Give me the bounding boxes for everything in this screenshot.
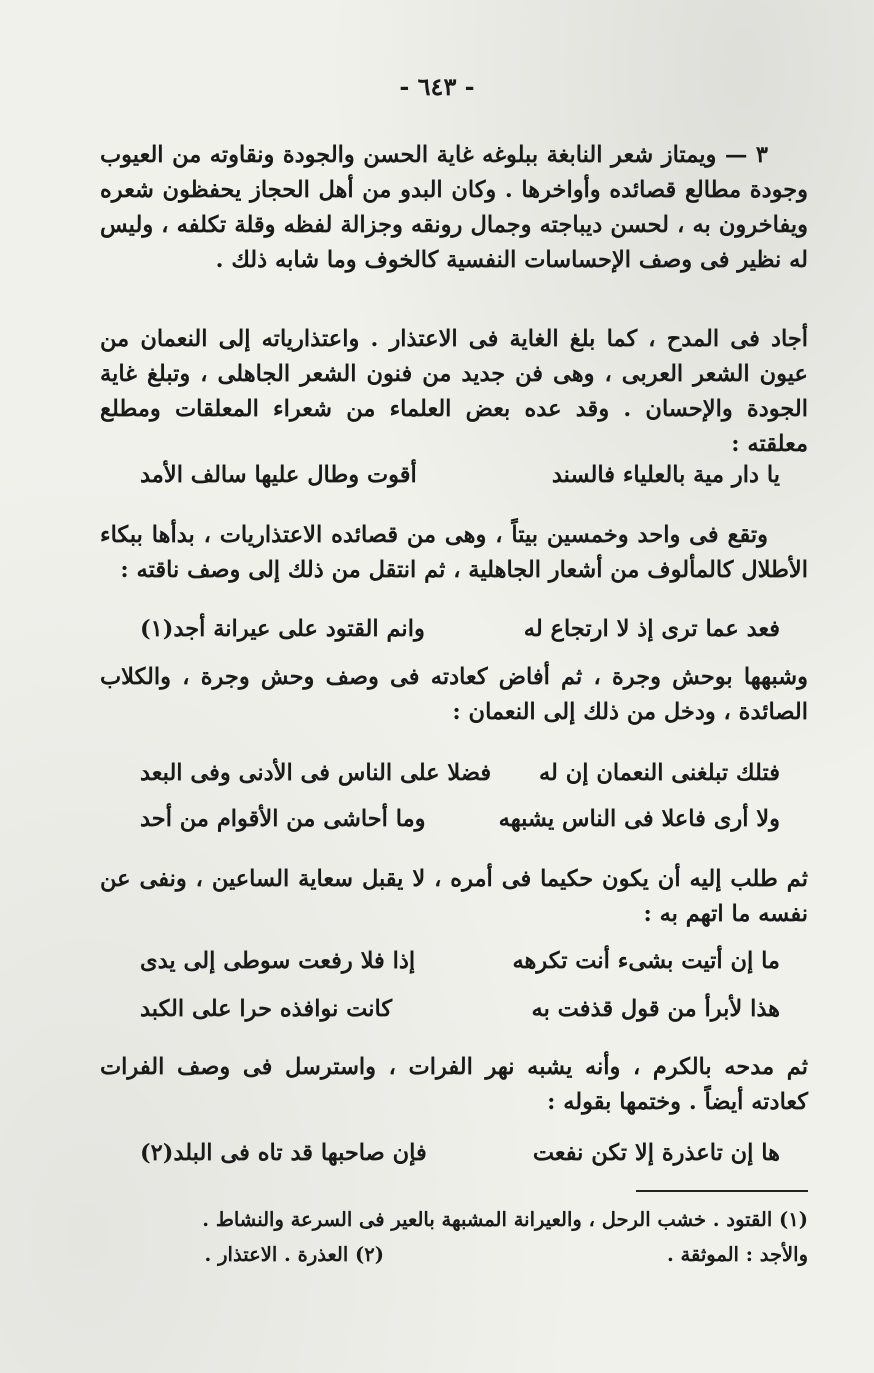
verse-4-first-hemistich: ولا أرى فاعلا فى الناس يشبهه — [498, 806, 780, 832]
verse-line-5 — [140, 948, 780, 974]
paragraph-3: وتقع فى واحد وخمسين بيتاً ، وهى من قصائده الاعتذاريات ، بدأها ببكاء الأطلال كالمألوف من أشعار الجاهلية ، ثم انتقل من ذلك إلى وصف ناقته : — [100, 522, 808, 583]
verse-7-second-hemistich: فإن صاحبها قد تاه فى البلد(٢) — [140, 1140, 427, 1166]
verse-line-1 — [140, 462, 780, 488]
paragraph-5: ثم طلب إليه أن يكون حكيما فى أمره ، لا يقبل سعاية الساعين ، ونفى عن نفسه ما اتهم به : — [100, 866, 808, 927]
page-number: - ٦٤٣ - — [399, 72, 475, 101]
verse-6-first-hemistich: هذا لأبرأ من قول قذفت به — [531, 996, 780, 1022]
verse-line-3 — [140, 760, 780, 786]
verse-2-second-hemistich: وانم القتود على عيرانة أجد(١) — [140, 616, 425, 642]
verse-line-4 — [140, 806, 780, 832]
verse-1-second-hemistich: أقوت وطال عليها سالف الأمد — [140, 462, 417, 488]
footnote-divider — [636, 1190, 808, 1192]
verse-6-second-hemistich: كانت نوافذه حرا على الكبد — [140, 996, 393, 1022]
verse-1-first-hemistich: يا دار مية بالعلياء فالسند — [551, 462, 780, 488]
verse-line-6 — [140, 996, 780, 1022]
verse-line-2 — [140, 616, 780, 642]
paragraph-2: أجاد فى المدح ، كما بلغ الغاية فى الاعتذار . واعتذارياته إلى النعمان من عيون الشعر العربى ، وهى فن جديد من فنون الشعر الجاهلى ، وتبلغ غاية الجودة والإحسان . وقد عده بعض العلماء من شعراء المعلقات ومطلع معلقته : — [100, 326, 808, 457]
footnote-1: (١) القتود . خشب الرحل ، والعيرانة المشبهة بالعير فى السرعة والنشاط . — [202, 1208, 808, 1231]
verse-5-first-hemistich: ما إن أتيت بشىء أنت تكرهه — [512, 948, 780, 974]
verse-line-7 — [140, 1140, 780, 1166]
paragraph-1: ٣ — ويمتاز شعر النابغة ببلوغه غاية الحسن والجودة ونقاوته من العيوب وجودة مطالع قصائده وأواخرها . وكان البدو من أهل الحجاز يحفظون شعره ويفاخرون به ، لحسن ديباجته وجمال رونقه وجزالة لفظه وقلة تكلفه ، وليس له نظير فى وصف الإحساسات النفسية كالخوف وما شابه ذلك . — [100, 142, 808, 273]
verse-3-second-hemistich: فضلا على الناس فى الأدنى وفى البعد — [140, 760, 492, 786]
footnote-2: (٢) العذرة . الاعتذار . — [204, 1243, 384, 1266]
footnote-1-continuation: والأجد : الموثقة . — [666, 1243, 808, 1266]
paragraph-4: وشبهها بوحش وجرة ، ثم أفاض كعادته فى وصف وحش وجرة ، والكلاب الصائدة ، ودخل من ذلك إلى النعمان : — [100, 664, 808, 725]
verse-7-first-hemistich: ها إن تاعذرة إلا تكن نفعت — [532, 1140, 780, 1166]
verse-4-second-hemistich: وما أحاشى من الأقوام من أحد — [140, 806, 426, 832]
verse-3-first-hemistich: فتلك تبلغنى النعمان إن له — [538, 760, 780, 786]
verse-2-first-hemistich: فعد عما ترى إذ لا ارتجاع له — [523, 616, 780, 642]
verse-5-second-hemistich: إذا فلا رفعت سوطى إلى يدى — [140, 948, 416, 974]
paragraph-6: ثم مدحه بالكرم ، وأنه يشبه نهر الفرات ، واسترسل فى وصف الفرات كعادته أيضاً . وختمها بقوله : — [100, 1054, 808, 1115]
